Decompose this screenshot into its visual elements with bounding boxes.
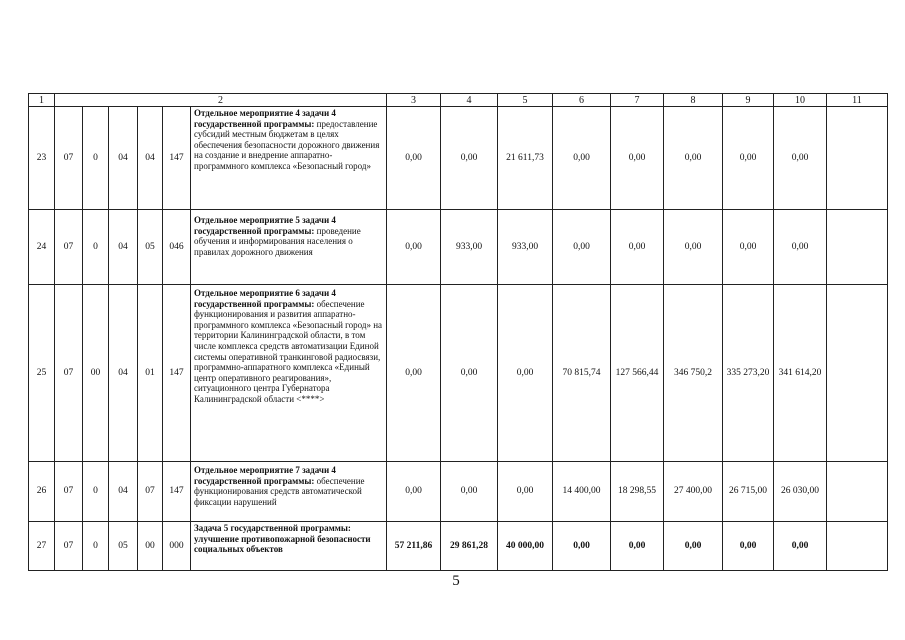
- code-cell: 046: [163, 210, 191, 285]
- value-cell: 21 611,73: [498, 107, 553, 210]
- value-cell: 0,00: [498, 285, 553, 462]
- value-cell: 0,00: [774, 522, 827, 571]
- value-cell: 0,00: [774, 210, 827, 285]
- description-title: Отдельное мероприятие 6 задачи 4 государственной программы:: [194, 288, 336, 309]
- value-cell: 127 566,44: [611, 285, 664, 462]
- row-number: 24: [29, 210, 55, 285]
- row-number: 25: [29, 285, 55, 462]
- value-cell: 57 211,86: [387, 522, 441, 571]
- code-cell: 0: [83, 210, 109, 285]
- value-cell: 27 400,00: [664, 462, 723, 522]
- code-cell: 04: [109, 210, 138, 285]
- value-cell: 346 750,2: [664, 285, 723, 462]
- code-cell: 07: [55, 210, 83, 285]
- budget-table: [28, 93, 888, 571]
- code-cell: 07: [55, 462, 83, 522]
- description-body: предоставление субсидий местным бюджетам в целях обеспечения безопасности дорожного движения на создание и внедрение аппаратно-программного комплекса «Безопасный город»: [194, 118, 380, 171]
- row-number: 23: [29, 107, 55, 210]
- value-cell: 40 000,00: [498, 522, 553, 571]
- value-cell: 0,00: [723, 522, 774, 571]
- header-cell: 8: [664, 94, 723, 107]
- value-cell: 0,00: [441, 285, 498, 462]
- code-cell: 01: [138, 285, 163, 462]
- value-cell: 0,00: [664, 522, 723, 571]
- value-cell: 341 614,20: [774, 285, 827, 462]
- description-title: Отдельное мероприятие 5 задачи 4 государственной программы:: [194, 215, 336, 236]
- value-cell: 0,00: [553, 522, 611, 571]
- value-cell: 26 030,00: [774, 462, 827, 522]
- value-cell: 0,00: [387, 285, 441, 462]
- description-cell: [191, 462, 387, 522]
- value-cell: 0,00: [441, 462, 498, 522]
- value-cell: 70 815,74: [553, 285, 611, 462]
- value-cell: 29 861,28: [441, 522, 498, 571]
- value-cell: 933,00: [498, 210, 553, 285]
- code-cell: 0: [83, 462, 109, 522]
- code-cell: 04: [109, 462, 138, 522]
- value-cell: [827, 285, 888, 462]
- description-body: обеспечение функционирования и развития аппаратно-программного комплекса «Безопасный город» на территории Калининградской области, в том числе комплекса средств автоматизации Единой системы оперативной транкинговой радиосвязи, программно-аппаратного комплекса «Единый центр оперативного реагирования», ситуационного центра Губернатора Калининградской области <****>: [194, 298, 383, 404]
- page-number: 5: [452, 573, 460, 589]
- description-title: Отдельное мероприятие 4 задачи 4 государственной программы:: [194, 108, 336, 129]
- header-cell: 9: [723, 94, 774, 107]
- value-cell: 0,00: [441, 107, 498, 210]
- table-row: [29, 210, 888, 285]
- value-cell: 0,00: [611, 210, 664, 285]
- value-cell: 933,00: [441, 210, 498, 285]
- value-cell: 0,00: [387, 462, 441, 522]
- code-cell: 07: [55, 522, 83, 571]
- value-cell: 0,00: [723, 210, 774, 285]
- code-cell: 147: [163, 285, 191, 462]
- code-cell: 07: [55, 107, 83, 210]
- value-cell: [827, 210, 888, 285]
- code-cell: 0: [83, 522, 109, 571]
- value-cell: 0,00: [664, 107, 723, 210]
- value-cell: 18 298,55: [611, 462, 664, 522]
- code-cell: 00: [138, 522, 163, 571]
- header-row: [29, 94, 888, 107]
- code-cell: 04: [109, 285, 138, 462]
- value-cell: 0,00: [611, 107, 664, 210]
- header-cell: 3: [387, 94, 441, 107]
- description-title: Задача 5 государственной программы: улучшение противопожарной безопасности социальных объектов: [194, 523, 371, 555]
- table-row: [29, 522, 888, 571]
- value-cell: 14 400,00: [553, 462, 611, 522]
- header-cell: 2: [55, 94, 387, 107]
- description-cell: [191, 285, 387, 462]
- header-cell: 7: [611, 94, 664, 107]
- table-row: [29, 462, 888, 522]
- code-cell: 05: [109, 522, 138, 571]
- value-cell: 0,00: [387, 107, 441, 210]
- value-cell: [827, 522, 888, 571]
- description-body: обеспечение функционирования средств автоматической фиксации нарушений: [194, 475, 365, 507]
- code-cell: 07: [55, 285, 83, 462]
- value-cell: 0,00: [774, 107, 827, 210]
- value-cell: 0,00: [387, 210, 441, 285]
- header-cell: 6: [553, 94, 611, 107]
- code-cell: 04: [138, 107, 163, 210]
- value-cell: 0,00: [498, 462, 553, 522]
- row-number: 27: [29, 522, 55, 571]
- header-cell: 4: [441, 94, 498, 107]
- code-cell: 147: [163, 462, 191, 522]
- code-cell: 04: [109, 107, 138, 210]
- header-cell: 5: [498, 94, 553, 107]
- value-cell: 0,00: [611, 522, 664, 571]
- header-cell: 1: [29, 94, 55, 107]
- description-title: Отдельное мероприятие 7 задачи 4 государственной программы:: [194, 465, 336, 486]
- description-cell: [191, 522, 387, 571]
- code-cell: 07: [138, 462, 163, 522]
- value-cell: [827, 107, 888, 210]
- header-cell: 10: [774, 94, 827, 107]
- description-cell: [191, 107, 387, 210]
- value-cell: 335 273,20: [723, 285, 774, 462]
- value-cell: 0,00: [664, 210, 723, 285]
- code-cell: 000: [163, 522, 191, 571]
- header-cell: 11: [827, 94, 888, 107]
- value-cell: 0,00: [553, 210, 611, 285]
- code-cell: 00: [83, 285, 109, 462]
- code-cell: 147: [163, 107, 191, 210]
- code-cell: 0: [83, 107, 109, 210]
- table-row: [29, 285, 888, 462]
- value-cell: [827, 462, 888, 522]
- row-number: 26: [29, 462, 55, 522]
- value-cell: 0,00: [553, 107, 611, 210]
- code-cell: 05: [138, 210, 163, 285]
- value-cell: 0,00: [723, 107, 774, 210]
- table-row: [29, 107, 888, 210]
- description-cell: [191, 210, 387, 285]
- value-cell: 26 715,00: [723, 462, 774, 522]
- description-body: проведение обучения и информирования населения о правилах дорожного движения: [194, 225, 361, 257]
